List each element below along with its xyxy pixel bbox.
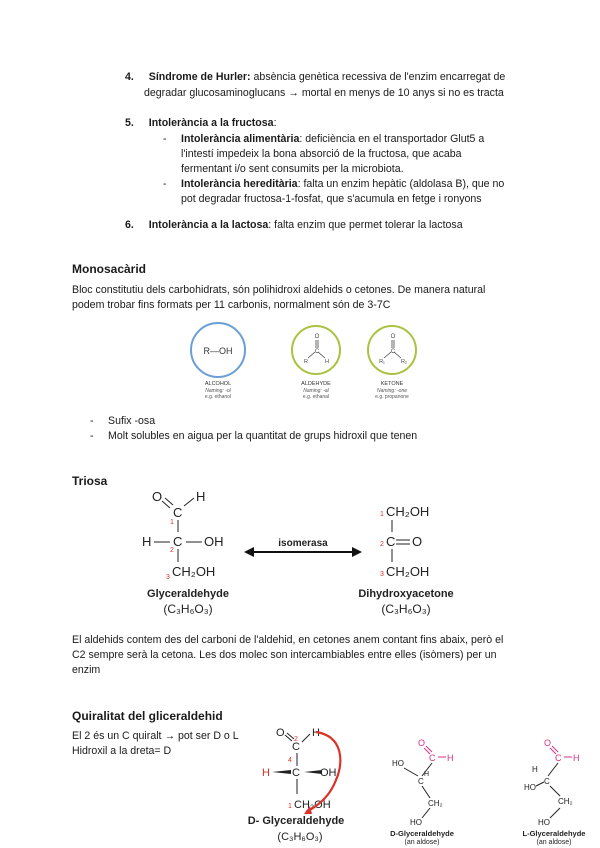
sub-title: Intolerància alimentària — [181, 133, 300, 145]
sub-title: Intolerància hereditària — [181, 178, 298, 190]
svg-text:HO: HO — [410, 818, 422, 827]
svg-text:H: H — [312, 727, 320, 739]
glyceraldehyde-name: Glyceraldehyde — [147, 588, 229, 600]
glyceraldehyde-structure — [142, 489, 224, 581]
quiralitat-line2: Hidroxil a la dreta= D — [72, 745, 172, 757]
bullet-dash: - — [90, 430, 94, 442]
d-aldose-sub: (an aldose) — [404, 839, 440, 846]
item-text: : falta enzim que permet tolerar la lactosa — [268, 219, 463, 231]
svg-text:O: O — [544, 738, 552, 748]
item-number: 6. — [125, 219, 134, 231]
svg-text:H: H — [447, 753, 454, 763]
svg-text:C: C — [173, 505, 183, 520]
l-aldose-name: L-Glyceraldehyde — [522, 829, 586, 838]
svg-text:H: H — [142, 534, 152, 549]
svg-text:C: C — [173, 534, 183, 549]
svg-text:HO: HO — [524, 783, 536, 792]
item-title-suffix: : — [273, 117, 277, 129]
svg-text:2: 2 — [294, 736, 298, 743]
sub-dash: - — [163, 178, 167, 190]
svg-text:2: 2 — [380, 541, 384, 548]
svg-text:C: C — [386, 534, 396, 549]
aldehyde-example: e.g. ethanal — [302, 394, 330, 400]
alcohol-example: e.g. ethanol — [204, 394, 232, 400]
svg-text:CH₂OH: CH₂OH — [294, 799, 331, 811]
svg-text:1: 1 — [288, 803, 292, 810]
svg-text:C: C — [390, 349, 396, 355]
triosa-para-line1: El aldehids contem des del carboni de l'aldehid, en cetones anem contant fins abaix, però el — [72, 634, 504, 646]
item-text-line2: degradar glucosaminoglucans → mortal en menys de 10 anys si no es tracta — [144, 87, 504, 99]
d-glyceraldehyde-formula: (C₃H₆O₃) — [277, 831, 323, 843]
list-item-5 — [125, 116, 530, 208]
sub-dash: - — [163, 133, 167, 145]
svg-text:OH: OH — [320, 767, 337, 779]
heading-quiralitat: Quiralitat del gliceraldehid — [72, 709, 223, 723]
svg-text:H: H — [573, 753, 580, 763]
svg-text:3: 3 — [166, 574, 170, 581]
triosa-para-line2: C2 sempre serà la cetona. Les dos molec son intercambiables entre elles (isòmers) per un — [72, 649, 497, 661]
svg-text:R: R — [304, 359, 308, 365]
svg-text:R₂: R₂ — [400, 359, 408, 365]
l-aldose-figure — [510, 730, 600, 846]
svg-text:C: C — [555, 753, 562, 763]
svg-text:O: O — [152, 489, 163, 504]
item-text: absència genètica recessiva de l'enzim encarregat de — [250, 71, 506, 83]
svg-text:H: H — [325, 359, 329, 365]
item-title: Intolerància a la lactosa — [148, 219, 269, 231]
alcohol-name: ALCOHOL — [204, 381, 232, 387]
triosa-figure — [130, 486, 480, 621]
svg-text:O: O — [276, 727, 285, 739]
svg-text:C: C — [292, 741, 300, 753]
quiralitat-line1: El 2 és un C quiralt → pot ser D o L — [72, 730, 239, 742]
item-number: 5. — [125, 117, 134, 129]
bullet-text: Sufix -osa — [108, 415, 156, 427]
list-item-4 — [125, 70, 530, 104]
svg-text:C: C — [429, 753, 436, 763]
dihydroxyacetone-structure — [380, 504, 429, 579]
d-aldose-figure — [384, 730, 474, 846]
dihydroxyacetone-name: Dihydroxyacetone — [358, 588, 454, 600]
dihydroxyacetone-formula: (C₃H₆O₃) — [381, 602, 431, 616]
ketone-name: KETONE — [380, 381, 404, 387]
l-aldose-sub: (an aldose) — [536, 839, 572, 846]
svg-text:CH₂: CH₂ — [428, 799, 443, 808]
aldehyde-naming: Naming: -al — [303, 388, 329, 394]
ketone-naming: Naming: -one — [376, 388, 408, 394]
triosa-para-line3: enzim — [72, 664, 101, 676]
functional-groups-figure — [180, 318, 440, 408]
svg-text:C: C — [314, 349, 320, 355]
sub-text: : deficiència en el transportador Glut5 a — [299, 133, 485, 145]
svg-text:HO: HO — [392, 759, 404, 768]
svg-text:O: O — [314, 334, 320, 340]
svg-text:C: C — [418, 777, 424, 786]
svg-text:H: H — [196, 489, 206, 504]
svg-text:CH₂OH: CH₂OH — [172, 564, 216, 579]
svg-text:1: 1 — [170, 519, 174, 526]
list-item-6 — [125, 218, 530, 236]
svg-text:O: O — [418, 738, 426, 748]
aldehyde-name: ALDEHYDE — [301, 381, 331, 387]
monosacarid-para-line2: podem trobar fins formats per 11 carbonis, normalment són de 3-7C — [72, 299, 391, 311]
svg-text:3: 3 — [380, 571, 384, 578]
glyceraldehyde-formula: (C₃H₆O₃) — [163, 602, 213, 616]
svg-text:CH₂OH: CH₂OH — [386, 564, 430, 579]
svg-text:O: O — [412, 534, 423, 549]
heading-monosacarid: Monosacàrid — [72, 262, 147, 276]
svg-text:O: O — [390, 334, 396, 340]
svg-text:H: H — [532, 765, 538, 774]
heading-triosa: Triosa — [72, 474, 108, 488]
isomerasa-label: isomerasa — [278, 538, 328, 549]
svg-text:H: H — [262, 767, 270, 779]
svg-text:2: 2 — [170, 547, 174, 554]
bullet-dash: - — [90, 415, 94, 427]
alcohol-formula: R—OH — [203, 346, 233, 356]
item-number: 4. — [125, 71, 134, 83]
d-aldose-name: D-Glyceraldehyde — [390, 829, 454, 838]
monosacarid-para-line1: Bloc constitutiu dels carbohidrats, són polihidroxi aldehids o cetones. De manera natural — [72, 284, 486, 296]
alcohol-naming: Naming: -ol — [205, 388, 231, 394]
svg-text:C: C — [544, 777, 550, 786]
sub-text-line2: l'intestí impedeix la bona absorció de la fructosa, que acaba — [181, 148, 462, 160]
item-title: Intolerància a la fructosa — [148, 117, 274, 129]
svg-text:R₁: R₁ — [379, 359, 385, 365]
sub-text-line2: pot degradar fructosa-1-fosfat, que s'acumula en fetge i ronyons — [181, 193, 482, 205]
svg-text:CH₂OH: CH₂OH — [386, 504, 430, 519]
d-glyceraldehyde-figure — [248, 722, 358, 846]
svg-text:C: C — [292, 767, 300, 779]
svg-text:1: 1 — [380, 511, 384, 518]
item-title: Síndrome de Hurler: — [148, 71, 251, 83]
svg-text:HO: HO — [538, 818, 550, 827]
bullet-text: Molt solubles en aigua per la quantitat de grups hidroxil que tenen — [108, 430, 418, 442]
sub-text: : falta un enzim hepàtic (aldolasa B), que no — [297, 178, 505, 190]
sub-text-line3: fermentant i/o sent consumits per la microbiota. — [181, 163, 404, 175]
ketone-example: e.g. propanone — [375, 394, 409, 400]
svg-text:H: H — [424, 771, 430, 778]
svg-text:CH₂: CH₂ — [558, 797, 573, 806]
svg-text:4: 4 — [288, 757, 292, 764]
d-glyceraldehyde-label: D- Glyceraldehyde — [248, 815, 345, 827]
svg-text:OH: OH — [204, 534, 224, 549]
